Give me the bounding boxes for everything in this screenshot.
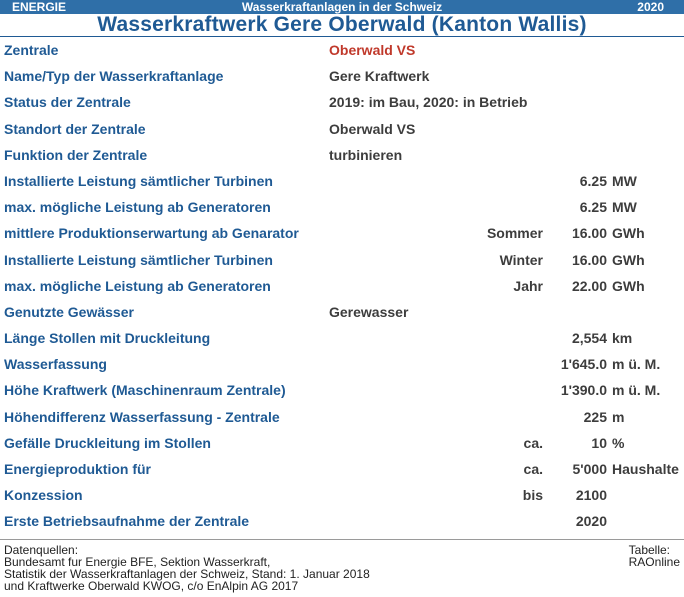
row-label: mittlere Produktionserwartung ab Genarator — [4, 225, 299, 242]
row-unit: km — [612, 330, 633, 347]
table-row — [0, 37, 684, 63]
row-unit: Haushalte — [612, 461, 679, 477]
row-value: 16.00 — [571, 251, 607, 268]
row-value: 22.00 — [571, 277, 607, 294]
row-unit: m ü. M. — [612, 356, 661, 373]
table-row — [0, 142, 684, 168]
table-row — [0, 456, 684, 482]
row-value: 5'000 — [572, 461, 607, 477]
row-value: 2100 — [575, 487, 607, 504]
row-value: 2020 — [575, 513, 607, 530]
table-row — [0, 508, 684, 534]
table-row — [0, 89, 684, 115]
table-row — [0, 63, 684, 89]
row-value: 1'390.0 — [560, 382, 607, 399]
row-qualifier: ca. — [523, 434, 543, 451]
table-row — [0, 168, 684, 194]
row-label: Installierte Leistung sämtlicher Turbinen — [4, 251, 273, 268]
row-qualifier: Winter — [499, 251, 543, 268]
row-unit: m ü. M. — [612, 382, 661, 399]
row-label: Energieproduktion für — [4, 461, 151, 477]
table-source: RAOnline — [628, 555, 680, 569]
row-label: Höhe Kraftwerk (Maschinenraum Zentrale) — [4, 382, 286, 399]
header-category: ENERGIE — [12, 0, 67, 14]
row-label: Name/Typ der Wasserkraftanlage — [4, 68, 224, 85]
row-label: Funktion der Zentrale — [4, 146, 148, 163]
row-qualifier: bis — [522, 487, 543, 504]
row-label: Zentrale — [4, 42, 59, 58]
table-row — [0, 404, 684, 430]
data-table — [0, 37, 684, 535]
row-label: Wasserfassung — [4, 356, 107, 373]
table-row — [0, 351, 684, 377]
footer-divider — [0, 539, 684, 540]
row-label: Status der Zentrale — [4, 94, 131, 111]
row-text: turbinieren — [329, 146, 403, 163]
data-sources — [4, 544, 370, 592]
table-row — [0, 220, 684, 246]
row-text: 2019: im Bau, 2020: in Betrieb — [329, 94, 528, 111]
row-text: Oberwald VS — [329, 120, 416, 137]
row-text: Gerewasser — [329, 303, 409, 320]
row-qualifier: Sommer — [486, 225, 543, 242]
row-value: 10 — [591, 434, 607, 451]
row-label: max. mögliche Leistung ab Generatoren — [4, 277, 271, 294]
row-label: Genutzte Gewässer — [4, 303, 134, 320]
row-value: 6.25 — [579, 172, 607, 189]
row-text: Oberwald VS — [329, 42, 416, 58]
table-row — [0, 430, 684, 456]
table-row — [0, 247, 684, 273]
table-row — [0, 299, 684, 325]
sources-heading: Datenquellen: — [4, 543, 79, 557]
table-credit — [629, 544, 680, 568]
table-label: Tabelle: — [628, 543, 671, 557]
row-value: 16.00 — [571, 225, 607, 242]
header-subtitle: Wasserkraftanlagen in der Schweiz — [241, 0, 443, 14]
header-year: 2020 — [637, 0, 664, 14]
sources-line: Bundesamt fur Energie BFE, Sektion Wasserkraft, — [4, 555, 271, 569]
table-row — [0, 325, 684, 351]
row-label: Erste Betriebsaufnahme der Zentrale — [4, 513, 250, 530]
table-row — [0, 482, 684, 508]
sources-line: und Kraftwerke Oberwald KWOG, c/o EnAlpin AG 2017 — [4, 579, 299, 593]
row-label: Länge Stollen mit Druckleitung — [4, 330, 211, 347]
header-bar — [0, 0, 684, 14]
row-unit: GWh — [612, 277, 645, 294]
table-row — [0, 377, 684, 403]
table-row — [0, 194, 684, 220]
sources-line: Statistik der Wasserkraftanlagen der Schweiz, Stand: 1. Januar 2018 — [4, 567, 370, 581]
row-label: Gefälle Druckleitung im Stollen — [4, 434, 211, 451]
row-unit: % — [612, 434, 625, 451]
row-label: Installierte Leistung sämtlicher Turbinen — [4, 172, 273, 189]
row-unit: MW — [612, 199, 637, 216]
table-row — [0, 116, 684, 142]
row-value: 225 — [583, 408, 607, 425]
row-label: Konzession — [4, 487, 83, 504]
row-label: max. mögliche Leistung ab Generatoren — [4, 199, 271, 216]
row-value: 1'645.0 — [560, 356, 607, 373]
row-unit: GWh — [612, 225, 645, 242]
table-row — [0, 273, 684, 299]
row-qualifier: Jahr — [513, 277, 543, 294]
row-value: 6.25 — [579, 199, 607, 216]
row-qualifier: ca. — [523, 461, 543, 477]
page-title: Wasserkraftwerk Gere Oberwald (Kanton Wallis) — [97, 13, 587, 36]
row-value: 2,554 — [571, 330, 607, 347]
row-text: Gere Kraftwerk — [329, 68, 430, 85]
row-label: Höhendifferenz Wasserfassung - Zentrale — [4, 408, 280, 425]
row-unit: m — [612, 408, 625, 425]
row-label: Standort der Zentrale — [4, 120, 146, 137]
row-unit: MW — [612, 172, 637, 189]
row-unit: GWh — [612, 251, 645, 268]
